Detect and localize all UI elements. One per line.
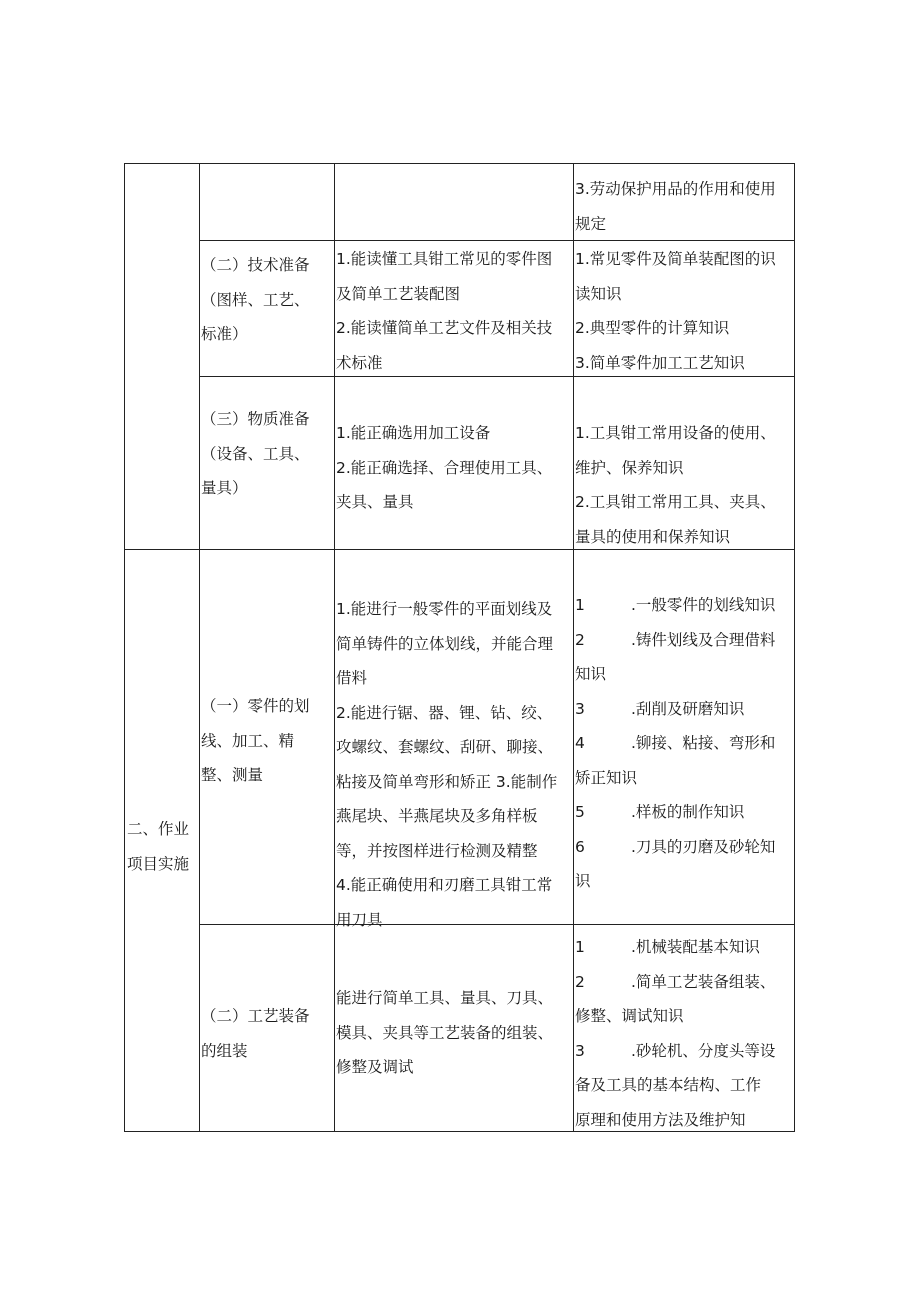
knowledge-item bbox=[575, 930, 775, 965]
text-line: （图样、工艺、 bbox=[201, 290, 310, 309]
knowledge-item bbox=[575, 692, 775, 727]
r3-skills-cell bbox=[336, 416, 552, 520]
text-line: 1.常见零件及简单装配图的识 bbox=[575, 250, 776, 268]
text-line: 量具的使用和保养知识 bbox=[575, 527, 731, 546]
knowledge-item bbox=[575, 1034, 775, 1138]
item-number: 3 bbox=[575, 699, 585, 718]
text-line: 2.能正确选择、合理使用工具、 bbox=[336, 458, 553, 477]
text-line: 读知识 bbox=[575, 284, 622, 303]
text-line: 1.能进行一般零件的平面划线及 bbox=[336, 600, 553, 618]
item-number: 3 bbox=[575, 1041, 585, 1060]
text-line: 2.能进行锯、器、锂、钻、绞、 bbox=[336, 703, 553, 722]
text-line: 整、测量 bbox=[201, 766, 264, 784]
item-text-continued: 备及工具的基本结构、工作 bbox=[575, 1076, 762, 1094]
text-line: （三）物质准备 bbox=[201, 410, 310, 428]
text-line: 1.能正确选用加工设备 bbox=[336, 424, 491, 442]
r4-content-cell bbox=[201, 689, 310, 793]
r2-content-cell bbox=[201, 248, 310, 352]
text-line: 攻螺纹、套螺纹、刮研、聊接、 bbox=[336, 738, 554, 756]
text-line: 借料 bbox=[336, 669, 368, 687]
section2-project-cell bbox=[127, 812, 189, 881]
item-number: 6 bbox=[575, 837, 585, 856]
text-line: 1.工具钳工常用设备的使用、 bbox=[575, 424, 776, 442]
r5-skills-cell bbox=[336, 981, 553, 1085]
item-number: 1 bbox=[575, 596, 585, 614]
text-line: 夹具、量具 bbox=[336, 493, 414, 511]
column-divider bbox=[199, 164, 200, 1131]
text-line: 燕尾块、半燕尾块及多角样板 bbox=[336, 807, 538, 825]
knowledge-item bbox=[575, 726, 775, 795]
r3-knowledge-cell bbox=[575, 416, 776, 554]
text-line: 二、作业 bbox=[127, 820, 190, 838]
column-divider bbox=[573, 164, 574, 1131]
text-line: 粘接及简单弯形和矫正 3.能制作 bbox=[336, 772, 558, 791]
text-line: 及简单工艺装配图 bbox=[336, 284, 461, 303]
item-text: .简单工艺装备组装、 bbox=[631, 972, 776, 991]
text-line: 3.简单零件加工工艺知识 bbox=[575, 353, 745, 372]
item-number: 2 bbox=[575, 630, 585, 649]
text-line: （二）工艺装备 bbox=[201, 1007, 310, 1025]
training-content-table bbox=[124, 163, 795, 1132]
knowledge-item bbox=[575, 588, 775, 623]
text-line: 用刀具 bbox=[336, 910, 383, 929]
item-number: 1 bbox=[575, 938, 585, 956]
item-text-continued: 原理和使用方法及维护知 bbox=[575, 1110, 746, 1129]
text-line: 2.典型零件的计算知识 bbox=[575, 319, 730, 337]
item-text-continued: 识 bbox=[575, 872, 591, 890]
text-line: 等，并按图样进行检测及精整 bbox=[336, 841, 538, 860]
text-line: 的组装 bbox=[201, 1041, 248, 1060]
column-divider bbox=[334, 164, 335, 1131]
item-number: 2 bbox=[575, 972, 585, 991]
r5-knowledge-cell bbox=[575, 930, 775, 1137]
item-text-continued: 知识 bbox=[575, 665, 607, 683]
text-line: 1.能读懂工具钳工常见的零件图 bbox=[336, 250, 553, 268]
text-line: 修整及调试 bbox=[336, 1058, 414, 1076]
text-line: 4.能正确使用和刃磨工具钳工常 bbox=[336, 876, 553, 894]
r5-content-cell bbox=[201, 999, 310, 1068]
item-text: .机械装配基本知识 bbox=[631, 938, 760, 956]
item-text: .一般零件的划线知识 bbox=[631, 596, 776, 614]
item-text: .刀具的刃磨及砂轮知 bbox=[631, 837, 776, 856]
text-line: 量具） bbox=[201, 479, 248, 497]
knowledge-item bbox=[575, 965, 775, 1034]
text-line: 3.劳动保护用品的作用和使用 bbox=[575, 180, 776, 198]
text-line: 项目实施 bbox=[127, 854, 190, 873]
text-line: 线、加工、精 bbox=[201, 731, 295, 750]
r2-skills-cell bbox=[336, 242, 552, 380]
item-text: .砂轮机、分度头等设 bbox=[631, 1041, 776, 1060]
knowledge-item bbox=[575, 795, 775, 830]
text-line: 2.工具钳工常用工具、夹具、 bbox=[575, 493, 776, 511]
text-line: 2.能读懂简单工艺文件及相关技 bbox=[336, 319, 553, 337]
item-text: .样板的制作知识 bbox=[631, 803, 745, 821]
item-number: 5 bbox=[575, 803, 585, 821]
text-line: 简单铸件的立体划线，并能合理 bbox=[336, 634, 554, 653]
item-text: .铆接、粘接、弯形和 bbox=[631, 734, 776, 752]
text-line: 标准） bbox=[201, 325, 248, 343]
r4-knowledge-cell bbox=[575, 588, 775, 899]
text-line: 术标准 bbox=[336, 353, 383, 372]
text-line: 维护、保养知识 bbox=[575, 458, 684, 477]
knowledge-item bbox=[575, 623, 775, 692]
item-text: .刮削及研磨知识 bbox=[631, 699, 745, 718]
text-line: 能进行简单工具、量具、刀具、 bbox=[336, 989, 554, 1007]
item-number: 4 bbox=[575, 734, 585, 752]
text-line: （一）零件的划 bbox=[201, 697, 310, 715]
item-text-continued: 矫正知识 bbox=[575, 768, 638, 787]
r2-knowledge-cell bbox=[575, 242, 776, 380]
item-text-continued: 修整、调试知识 bbox=[575, 1007, 684, 1025]
r3-content-cell bbox=[201, 402, 310, 506]
text-line: （二）技术准备 bbox=[201, 256, 310, 274]
item-text: .铸件划线及合理借料 bbox=[631, 630, 776, 649]
r1-knowledge-cell bbox=[575, 172, 776, 241]
text-line: 规定 bbox=[575, 214, 607, 233]
text-line: （设备、工具、 bbox=[201, 444, 310, 463]
r4-skills-cell bbox=[336, 592, 557, 937]
text-line: 模具、夹具等工艺装备的组装、 bbox=[336, 1023, 554, 1042]
knowledge-item bbox=[575, 830, 775, 899]
